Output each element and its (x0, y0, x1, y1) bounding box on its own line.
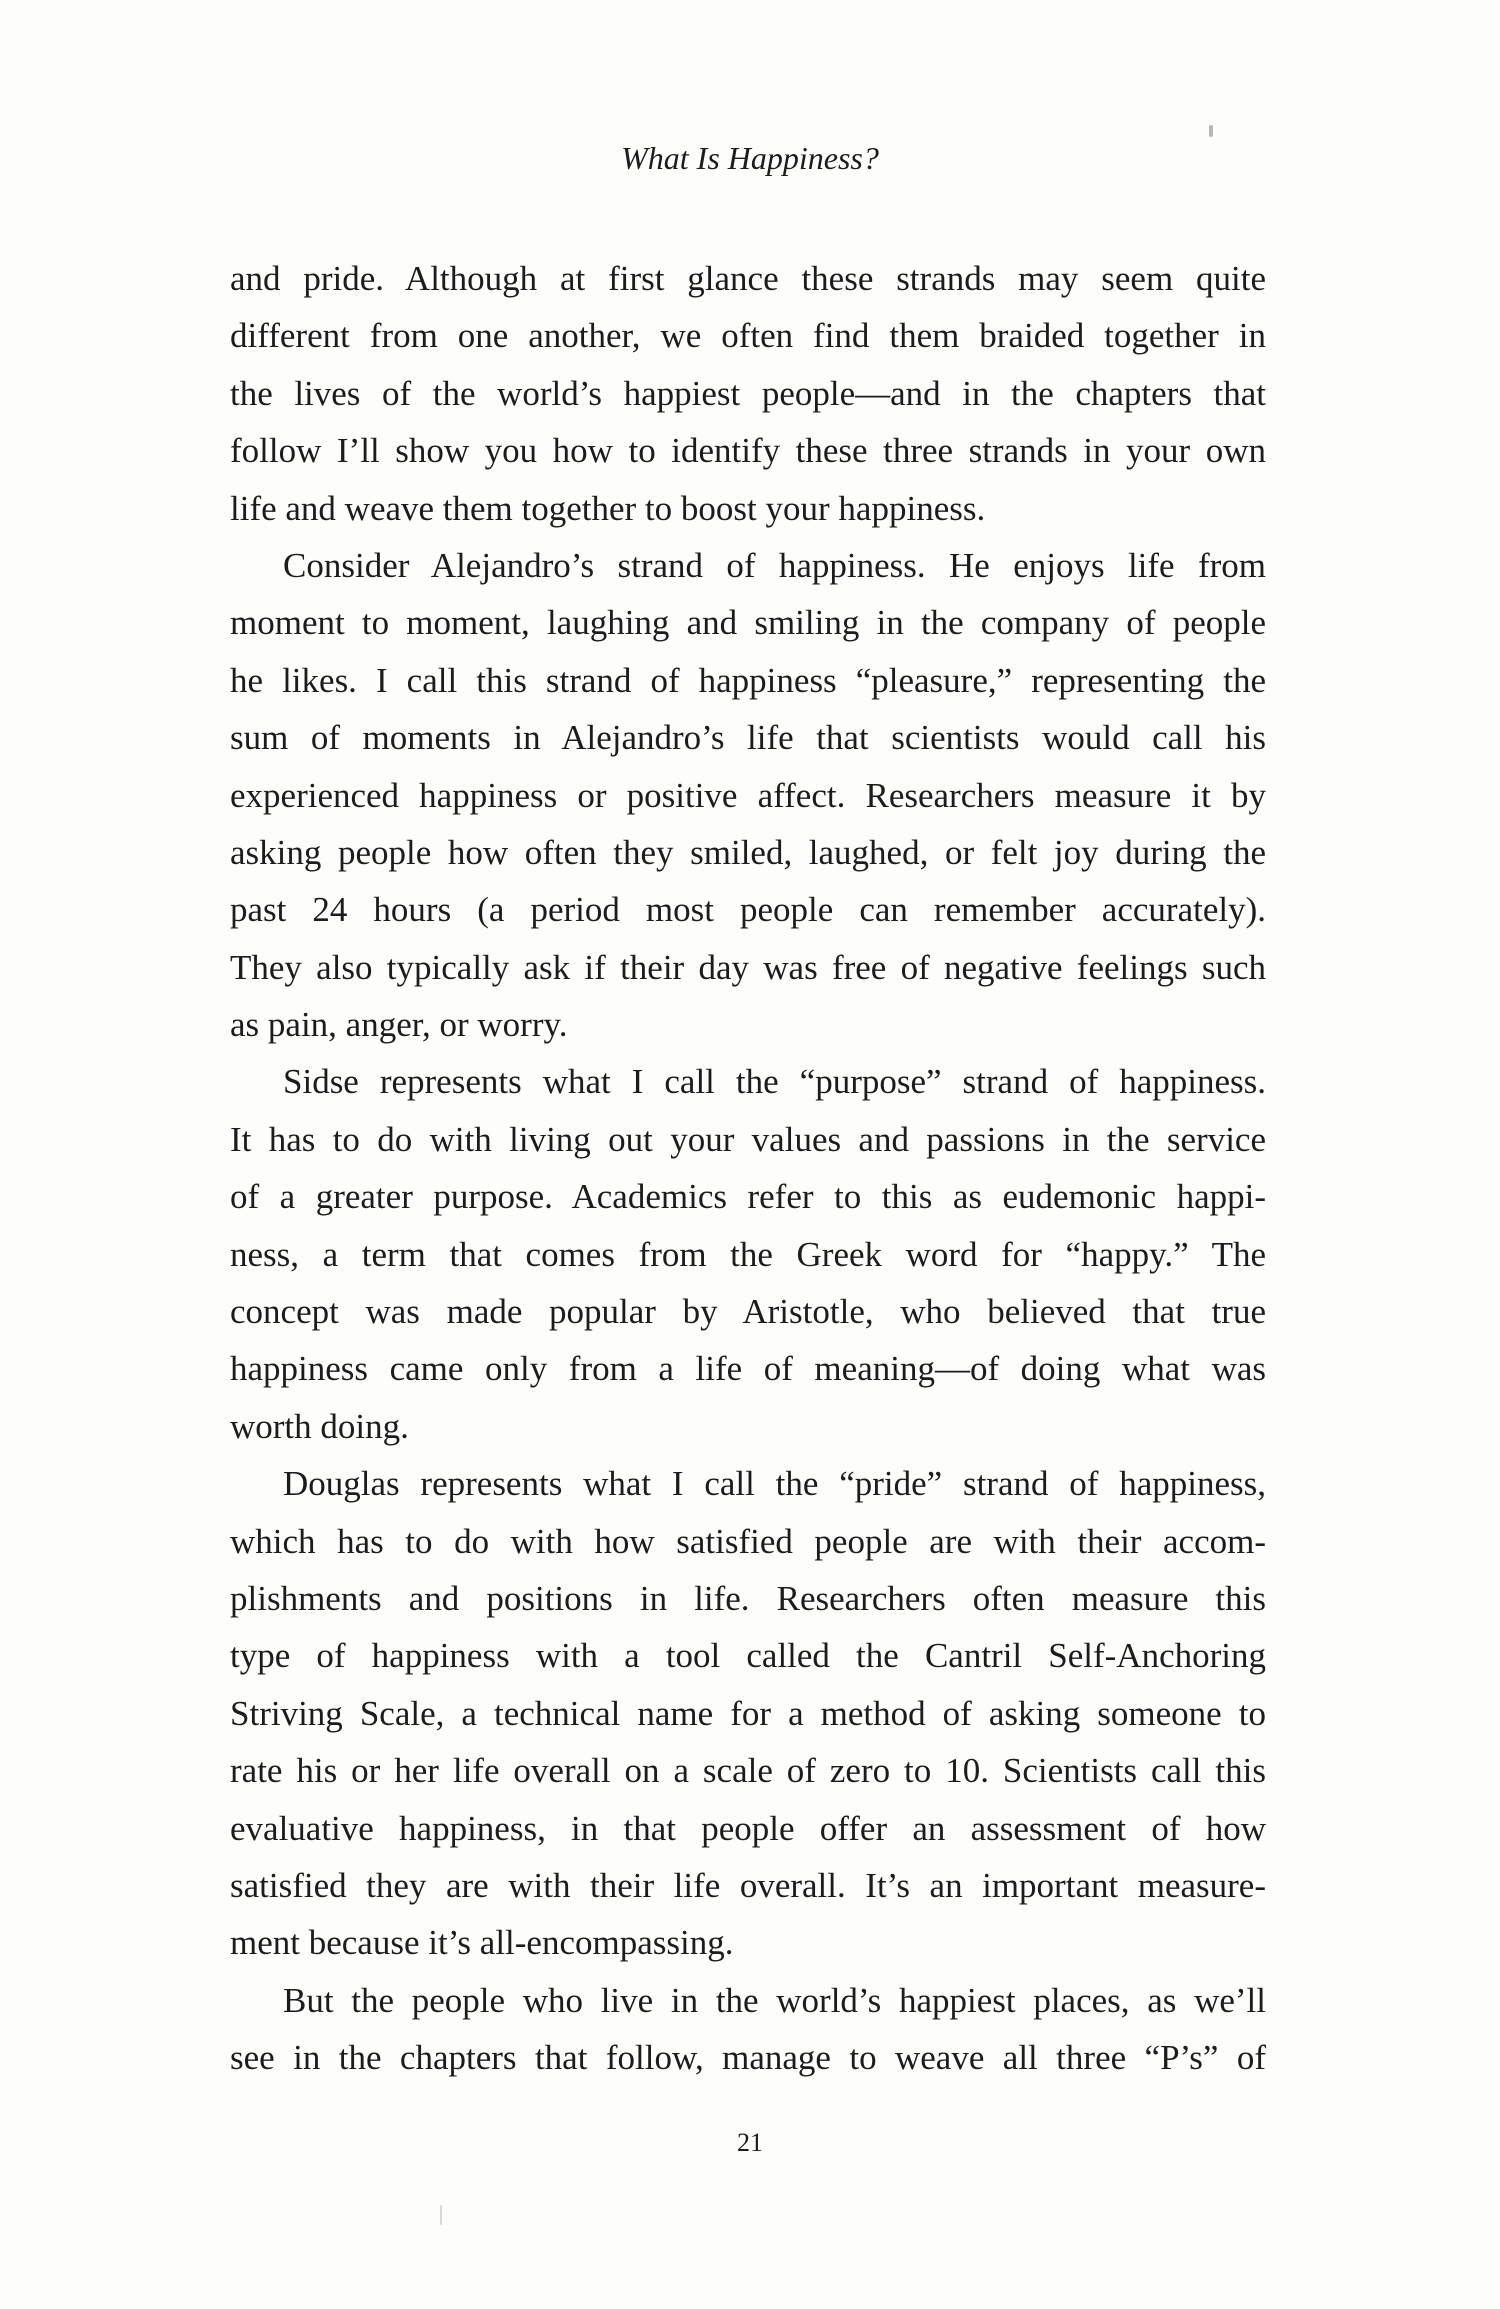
body-text (230, 250, 1266, 2087)
text-line: past 24 hours (a period most people can remember accurately). (230, 890, 1266, 930)
text-line: ness, a term that comes from the Greek word for “happy.” The (230, 1234, 1266, 1274)
text-line: concept was made popular by Aristotle, who believed that true (230, 1292, 1266, 1332)
text-line: plishments and positions in life. Researchers often measure this (230, 1578, 1266, 1618)
text-line: It has to do with living out your values and passions in the service (230, 1119, 1266, 1159)
text-line: rate his or her life overall on a scale of zero to 10. Scientists call this (230, 1751, 1266, 1791)
text-line: Consider Alejandro’s strand of happiness. He enjoys life from (283, 545, 1266, 585)
text-line: see in the chapters that follow, manage to weave all three “P’s” of (230, 2038, 1266, 2078)
page-number: 21 (737, 2128, 763, 2157)
paragraph (230, 1972, 1266, 2087)
scan-speck (440, 2205, 442, 2225)
text-line: They also typically ask if their day was free of negative feelings such (230, 947, 1266, 987)
paragraph (230, 1053, 1266, 1455)
text-line: happiness came only from a life of meaning—of doing what was (230, 1349, 1266, 1389)
text-line: asking people how often they smiled, laughed, or felt joy during the (230, 832, 1266, 872)
scan-speck (1209, 125, 1213, 137)
running-header: What Is Happiness? (621, 140, 879, 176)
text-line: worth doing. (230, 1406, 409, 1446)
text-line: moment to moment, laughing and smiling in the company of people (230, 603, 1266, 643)
text-line: evaluative happiness, in that people offer an assessment of how (230, 1808, 1266, 1848)
text-line: experienced happiness or positive affect. Researchers measure it by (230, 775, 1266, 815)
text-line: follow I’ll show you how to identify these three strands in your own (230, 431, 1266, 471)
text-line: which has to do with how satisfied people are with their accom- (230, 1521, 1266, 1561)
text-line: ment because it’s all-encompassing. (230, 1923, 734, 1963)
text-line: life and weave them together to boost your happiness. (230, 488, 986, 528)
text-line: satisfied they are with their life overall. It’s an important measure- (230, 1865, 1266, 1905)
text-line: Douglas represents what I call the “pride” strand of happiness, (283, 1464, 1266, 1504)
text-line: type of happiness with a tool called the Cantril Self-Anchoring (230, 1636, 1266, 1676)
text-line: the lives of the world’s happiest people—and in the chapters that (230, 373, 1266, 413)
text-line: Striving Scale, a technical name for a method of asking someone to (230, 1693, 1266, 1733)
text-line: and pride. Although at first glance these strands may seem quite (230, 259, 1266, 298)
text-line: he likes. I call this strand of happiness “pleasure,” representing the (230, 660, 1266, 700)
paragraph (230, 537, 1266, 1054)
text-line: as pain, anger, or worry. (230, 1005, 568, 1045)
text-line: of a greater purpose. Academics refer to this as eudemonic happi- (230, 1177, 1266, 1217)
text-line: Sidse represents what I call the “purpose” strand of happiness. (283, 1062, 1266, 1102)
text-line: sum of moments in Alejandro’s life that scientists would call his (230, 718, 1266, 758)
text-line: But the people who live in the world’s happiest places, as we’ll (283, 1980, 1266, 2020)
paragraph (230, 1455, 1266, 1972)
paragraph (230, 250, 1266, 537)
text-line: different from one another, we often find them braided together in (230, 316, 1266, 356)
